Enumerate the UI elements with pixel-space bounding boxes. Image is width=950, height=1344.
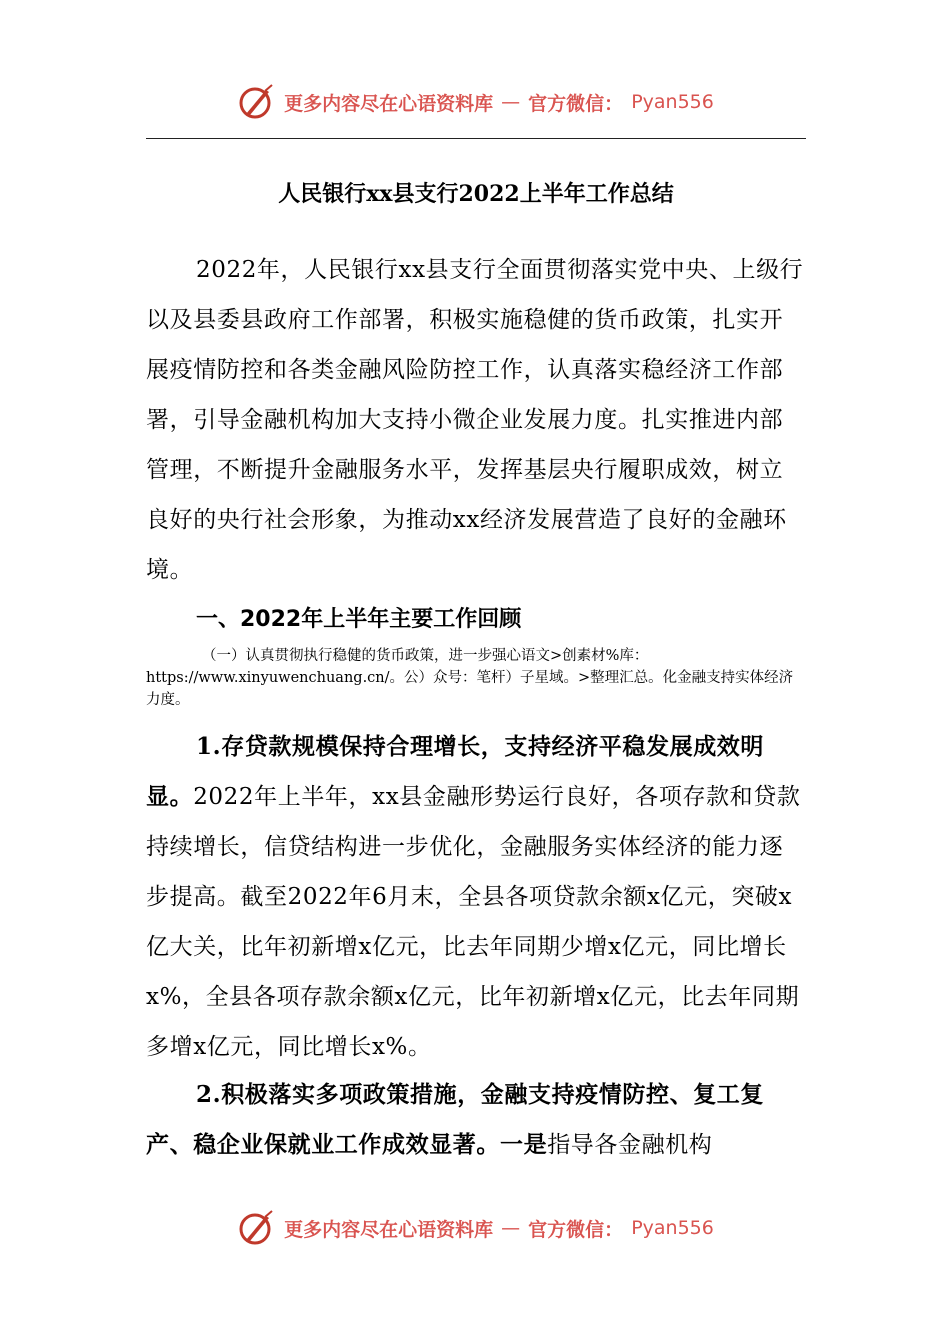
header-banner [0, 80, 950, 124]
document-title: 人民银行xx县支行2022上半年工作总结 [278, 181, 674, 207]
banner-official-label: 官方微信： [528, 92, 624, 115]
footer-separator: — [501, 1217, 521, 1239]
subsection-text: （一）认真贯彻执行稳健的货币政策，进一步强心语文>创素材%库：https://www.xinyuwenchuang.cn/。公）众号：笔杆）子星域。>整理汇总。化金融支持实体经济力度。 [146, 648, 794, 708]
header-divider [146, 138, 806, 139]
paragraph-1 [146, 722, 806, 1072]
quill-pen-circle-logo [236, 82, 276, 122]
banner-separator: — [501, 91, 521, 113]
paragraph-2-lead: 2.积极落实多项政策措施，金融支持疫情防控、复工复产、稳企业保就业工作成效显著。一是 [146, 1081, 765, 1158]
footer-wechat-id: Pyan556 [631, 1217, 714, 1239]
intro-paragraph: 2022年，人民银行xx县支行全面贯彻落实党中央、上级行以及县委县政府工作部署，积极实施稳健的货币政策，扎实开展疫情防控和各类金融风险防控工作，认真落实稳经济工作部署，引导金融机构加大支持小微企业发展力度。扎实推进内部管理，不断提升金融服务水平，发挥基层央行履职成效，树立良好的央行社会形象，为推动xx经济发展营造了良好的金融环境。 [146, 257, 804, 583]
banner-wechat-id: Pyan556 [631, 91, 714, 113]
section-heading: 一、2022年上半年主要工作回顾 [196, 607, 522, 632]
paragraph-2 [146, 1070, 806, 1170]
paragraph-2-text: 指导各金融机构 [547, 1132, 713, 1158]
subsection-heading [146, 645, 806, 711]
footer-site-text: 更多内容尽在心语资料库 [284, 1218, 494, 1241]
paragraph-1-lead: 1.存贷款规模保持合理增长，支持经济平稳发展成效明显。 [146, 733, 765, 810]
banner-site-text: 更多内容尽在心语资料库 [284, 92, 494, 115]
footer-official-label: 官方微信： [528, 1218, 624, 1241]
footer-banner [0, 1206, 950, 1250]
quill-pen-circle-logo [236, 1208, 276, 1248]
paragraph-1-text: 2022年上半年，xx县金融形势运行良好，各项存款和贷款持续增长，信贷结构进一步优化，金融服务实体经济的能力逐步提高。截至2022年6月末，全县各项贷款余额x亿元，突破x亿大关，比年初新增x亿元，比去年同期少增x亿元，同比增长x%，全县各项存款余额x亿元，比年初新增x亿元，比去年同期多增x亿元，同比增长x%。 [146, 784, 801, 1060]
